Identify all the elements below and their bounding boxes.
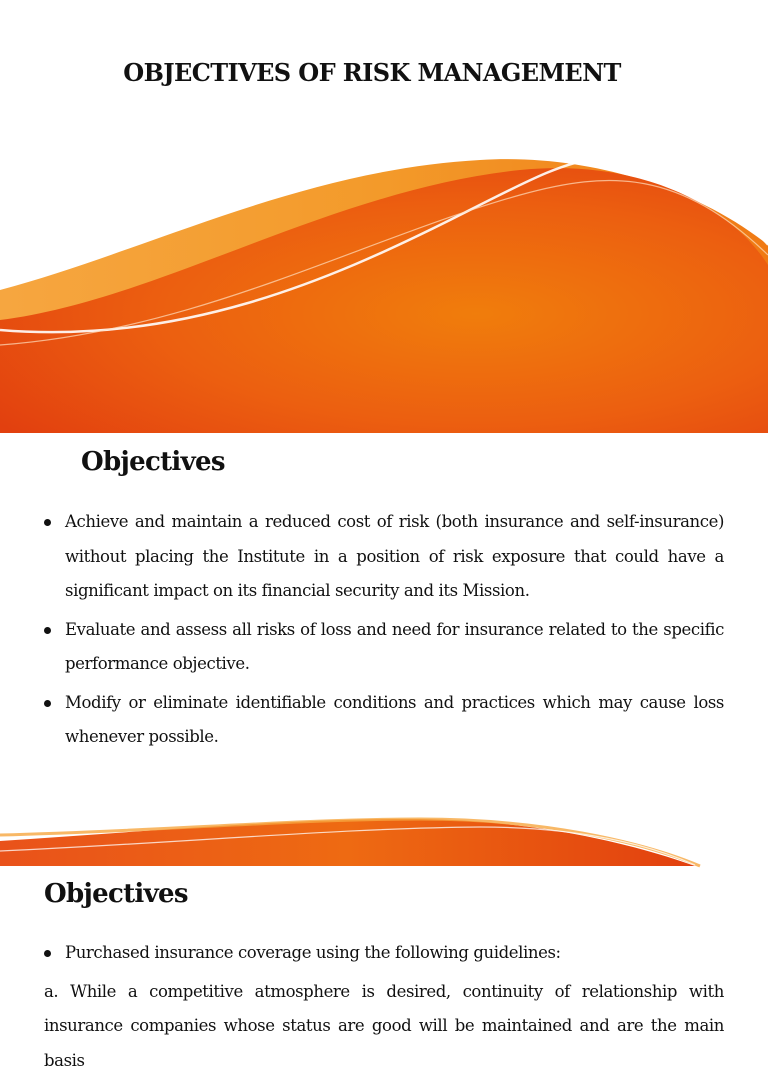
orange-wave-graphic (0, 813, 768, 867)
bullet-text: Evaluate and assess all risks of loss and need for insurance related to the specific performance objective. (65, 620, 724, 674)
bullet-icon (44, 627, 51, 634)
list-item (44, 505, 724, 609)
content-list (44, 936, 724, 1078)
slide-title: OBJECTIVES OF RISK MANAGEMENT (0, 58, 744, 87)
bullet-icon (44, 950, 51, 957)
list-item (44, 613, 724, 682)
list-item (44, 936, 724, 971)
guideline-paragraph: a. While a competitive atmosphere is desired, continuity of relationship with insurance companies whose status are good will be maintained and are the main basis (44, 975, 724, 1078)
bullet-text: Purchased insurance coverage using the following guidelines: (65, 943, 561, 962)
bullet-text: Achieve and maintain a reduced cost of risk (both insurance and self-insurance) without placing the Institute in a position of risk exposure that could have a significant impact on its financial security and its Mission. (65, 512, 724, 600)
title-slide (0, 0, 768, 433)
bullet-text: Modify or eliminate identifiable conditions and practices which may cause loss whenever possible. (65, 693, 724, 747)
bullet-list (44, 505, 724, 759)
slide-heading: Objectives (81, 447, 225, 477)
list-item (44, 686, 724, 755)
objectives-slide-1 (0, 433, 768, 813)
slide-heading: Objectives (44, 879, 188, 909)
objectives-slide-2 (0, 813, 768, 1024)
bullet-icon (44, 700, 51, 707)
bullet-icon (44, 519, 51, 526)
